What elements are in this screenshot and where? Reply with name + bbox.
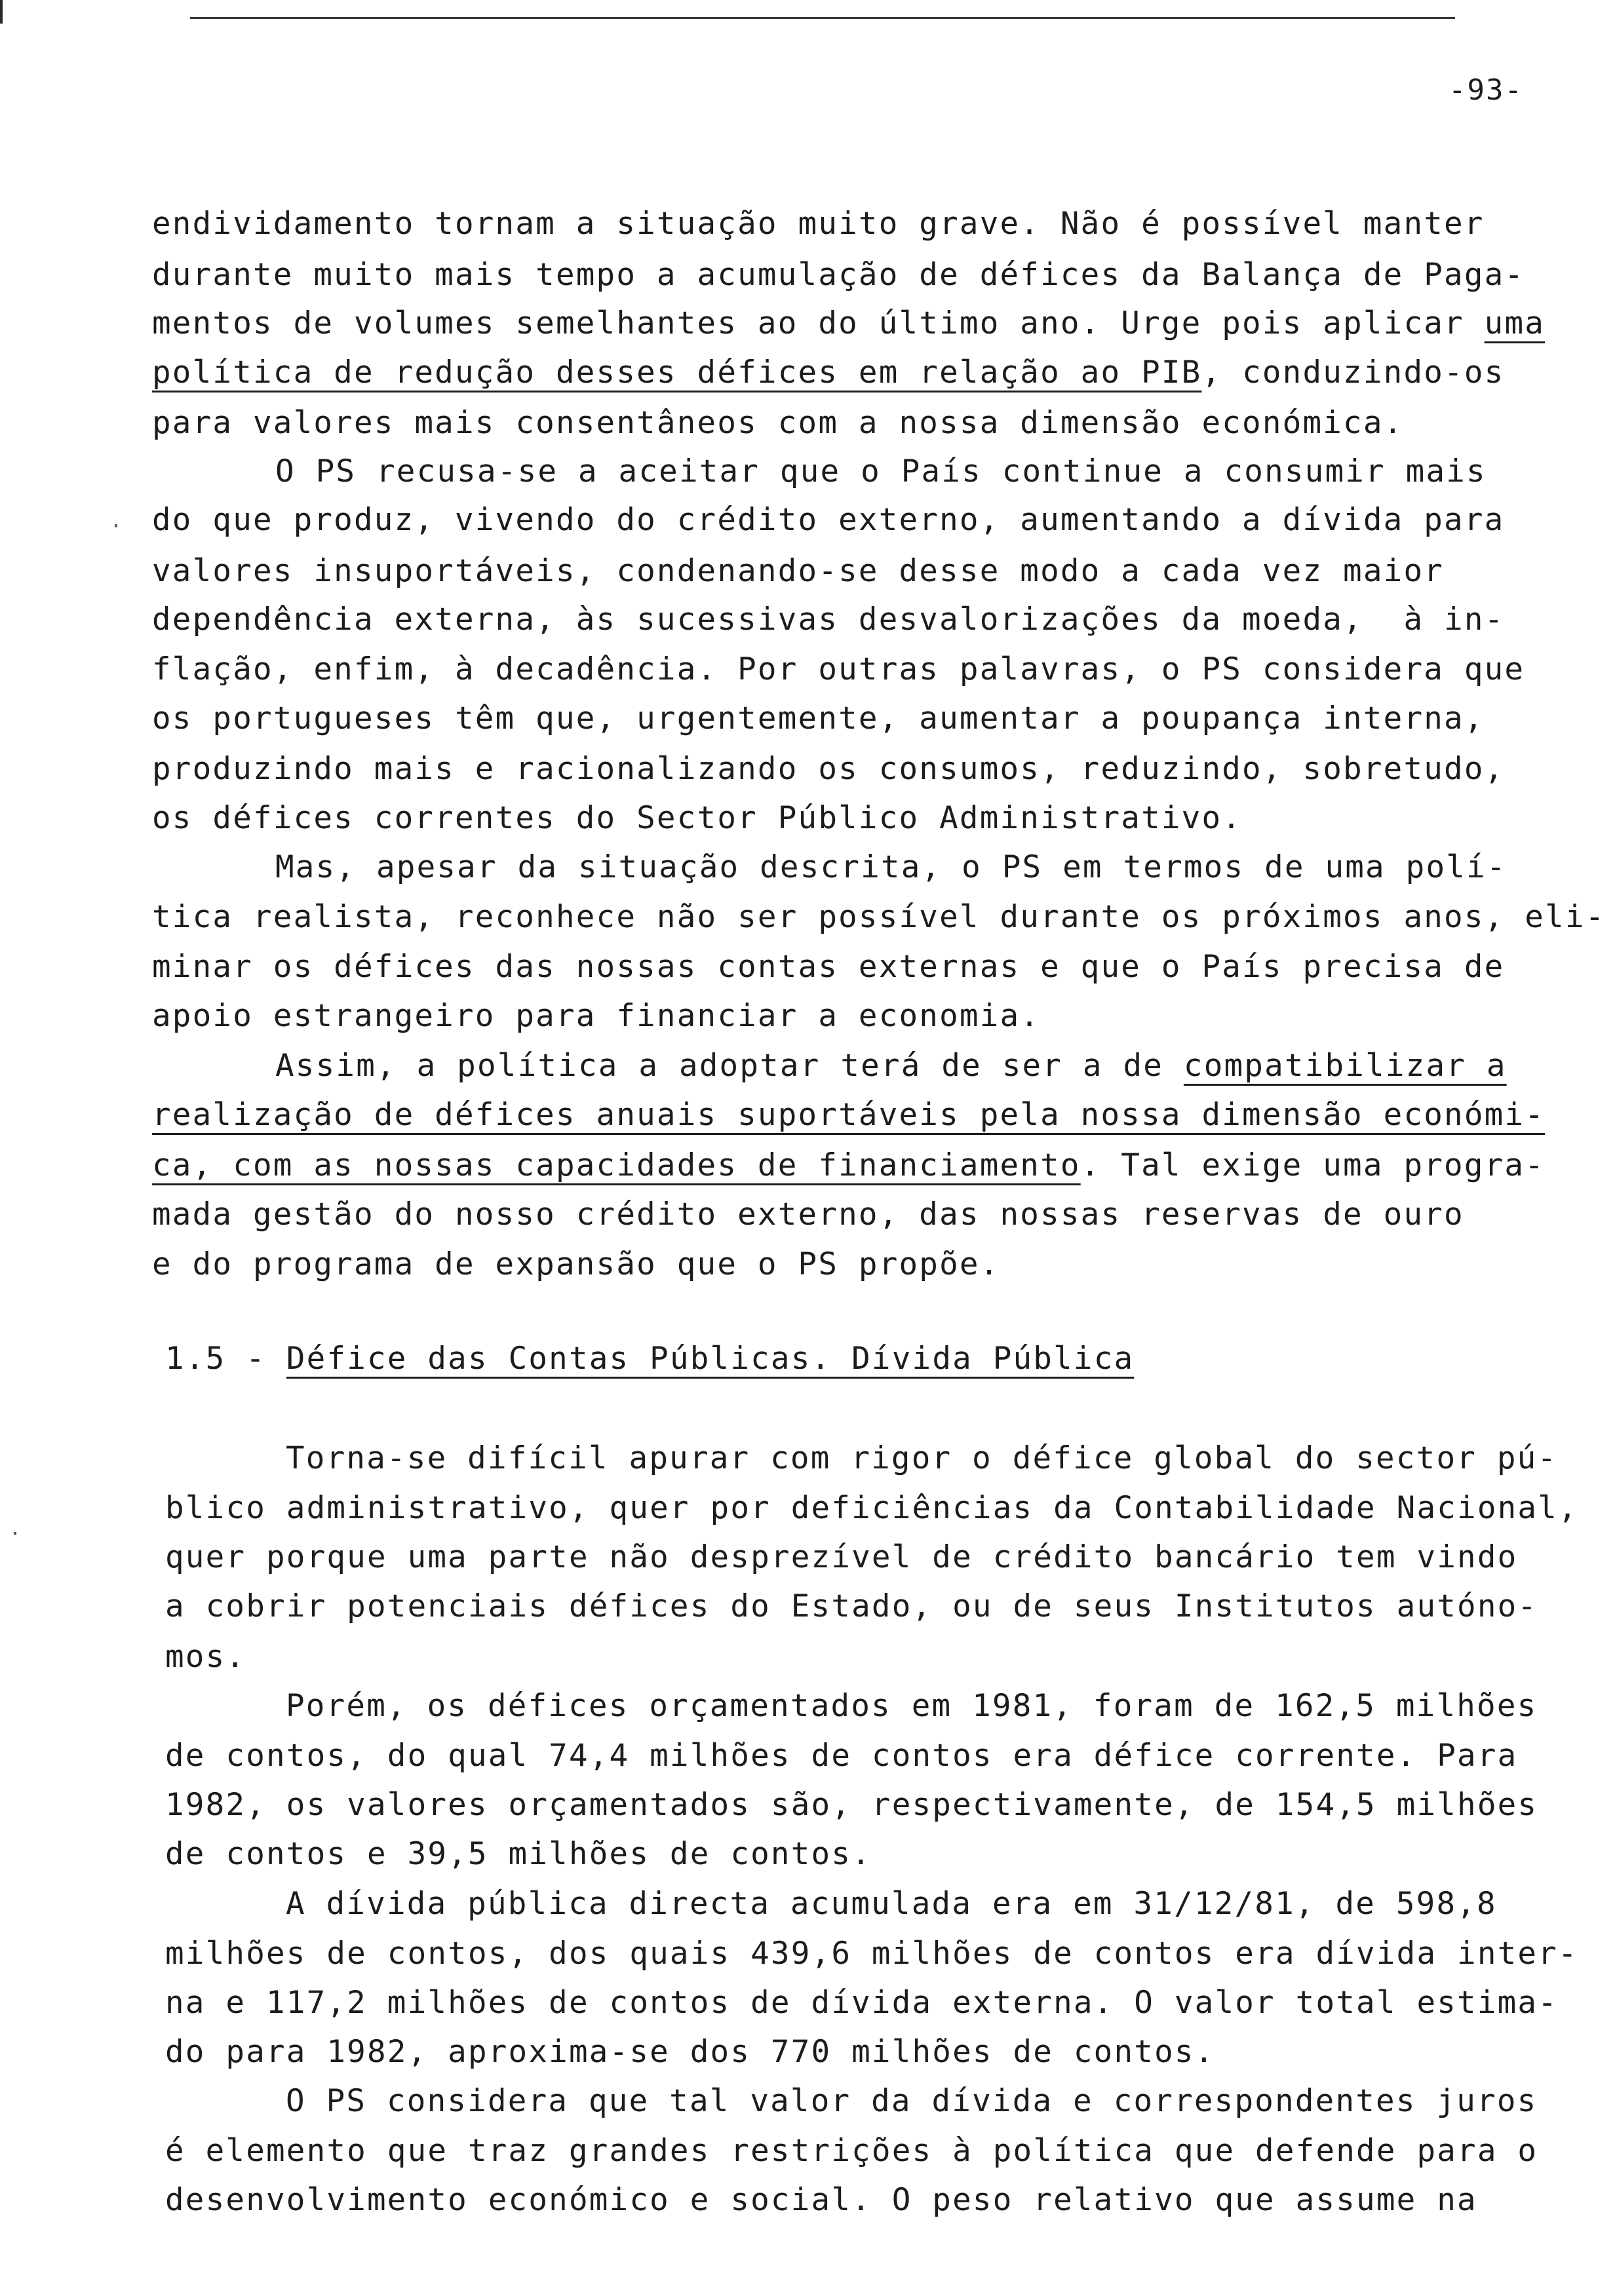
text-segment: de contos e 39,5 milhões de contos.	[165, 1836, 872, 1872]
stray-mark: ·	[9, 1523, 22, 1546]
text-line	[286, 1440, 1558, 1476]
text-line	[165, 1490, 1578, 1526]
text-segment: os défices correntes do Sector Público Administrativo.	[152, 800, 1243, 836]
text-line	[165, 1588, 1538, 1624]
text-segment: na e 117,2 milhões de contos de dívida externa. O valor total estima-	[165, 1985, 1559, 2021]
text-segment: , conduzindo-os	[1201, 354, 1505, 391]
text-line	[165, 2182, 1477, 2218]
text-segment: produzindo mais e racionalizando os consumos, reduzindo, sobretudo,	[152, 751, 1505, 787]
text-segment: apoio estrangeiro para financiar a economia.	[152, 998, 1041, 1034]
text-segment: minar os défices das nossas contas externas e que o País precisa de	[152, 949, 1505, 985]
section-title: Défice das Contas Públicas. Dívida Pública	[286, 1341, 1135, 1377]
text-line	[152, 305, 1546, 341]
text-line	[286, 1888, 1497, 1920]
text-line	[152, 899, 1606, 935]
text-segment: Torna-se difícil apurar com rigor o défice global do sector pú-	[286, 1440, 1558, 1476]
underlined-text: realização de défices anuais suportáveis pela nossa dimensão económi-	[152, 1097, 1546, 1133]
text-segment: Mas, apesar da situação descrita, o PS em termos de uma polí-	[275, 849, 1507, 885]
text-line	[152, 604, 1504, 636]
text-line	[152, 1147, 1546, 1183]
text-line	[152, 1097, 1546, 1133]
text-segment: os portugueses têm que, urgentemente, aumentar a poupança interna,	[152, 700, 1485, 737]
page-number: -93-	[1449, 73, 1523, 107]
text-line	[286, 2083, 1538, 2119]
text-segment: dependência externa, às sucessivas desvalorizações da moeda, à in-	[152, 602, 1505, 638]
section-number: 1.5 -	[165, 1341, 286, 1377]
underlined-text: política de redução desses défices em relação ao PIB	[152, 354, 1202, 391]
text-line	[275, 1050, 1507, 1082]
text-line	[165, 1938, 1578, 1970]
text-segment: 1982, os valores orçamentados são, respectivamente, de 154,5 milhões	[165, 1787, 1538, 1823]
text-segment: valores insuportáveis, condenando-se desse modo a cada vez maior	[152, 553, 1445, 589]
text-segment: O PS recusa-se a aceitar que o País continue a consumir mais	[275, 453, 1487, 489]
underlined-text: uma	[1484, 305, 1546, 341]
text-line	[152, 208, 1485, 240]
text-segment: Porém, os défices orçamentados em 1981, foram de 162,5 milhões	[286, 1688, 1538, 1724]
text-segment: e do programa de expansão que o PS propõe.	[152, 1246, 1000, 1282]
text-segment: endividamento tornam a situação muito grave. Não é possível manter	[152, 206, 1485, 242]
text-line	[165, 1641, 246, 1673]
underlined-text: compatibilizar a	[1183, 1048, 1507, 1084]
text-segment: A dívida pública directa acumulada era em 31/12/81, de 598,8	[286, 1886, 1497, 1922]
text-line	[152, 700, 1485, 737]
text-line	[152, 405, 1404, 441]
text-line	[152, 1196, 1464, 1233]
text-line	[165, 1740, 1517, 1772]
text-line	[165, 1987, 1558, 2019]
text-line	[165, 1789, 1538, 1821]
text-line	[165, 1539, 1518, 1575]
text-line	[152, 1246, 1000, 1282]
text-segment: de contos, do qual 74,4 milhões de contos era défice corrente. Para	[165, 1738, 1518, 1774]
text-segment: Assim, a política a adoptar terá de ser a de	[275, 1048, 1184, 1084]
text-line	[152, 951, 1504, 983]
section-heading	[165, 1343, 1134, 1375]
text-segment: do que produz, vivendo do crédito externo, aumentando a dívida para	[152, 502, 1505, 538]
text-segment: tica realista, reconhece não ser possível durante os próximos anos, eli-	[152, 899, 1606, 935]
text-line	[165, 2034, 1215, 2070]
text-line	[165, 1836, 872, 1872]
text-segment: a cobrir potenciais défices do Estado, ou de seus Institutos autóno-	[165, 1588, 1538, 1624]
text-segment: blico administrativo, quer por deficiências da Contabilidade Nacional,	[165, 1490, 1578, 1526]
top-rule	[190, 17, 1455, 19]
underlined-text: ca, com as nossas capacidades de financiamento	[152, 1147, 1081, 1183]
text-line	[286, 1688, 1538, 1724]
text-segment: milhões de contos, dos quais 439,6 milhões de contos era dívida inter-	[165, 1936, 1578, 1972]
text-line	[275, 849, 1507, 885]
text-segment: quer porque uma parte não desprezível de crédito bancário tem vindo	[165, 1539, 1518, 1575]
text-line	[152, 553, 1445, 589]
text-line	[152, 502, 1505, 538]
text-line	[152, 998, 1041, 1034]
text-segment: mada gestão do nosso crédito externo, das nossas reservas de ouro	[152, 1196, 1464, 1233]
text-segment: desenvolvimento económico e social. O peso relativo que assume na	[165, 2182, 1477, 2218]
text-line	[152, 354, 1505, 391]
text-segment: mentos de volumes semelhantes ao do último ano. Urge pois aplicar	[152, 305, 1485, 341]
text-segment: durante muito mais tempo a acumulação de défices da Balança de Paga-	[152, 257, 1525, 293]
text-segment: mos.	[165, 1639, 246, 1675]
scan-edge-mark	[0, 0, 3, 24]
text-segment: é elemento que traz grandes restrições à política que defende para o	[165, 2133, 1538, 2169]
text-segment: flação, enfim, à decadência. Por outras palavras, o PS considera que	[152, 651, 1525, 687]
text-segment: do para 1982, aproxima-se dos 770 milhões de contos.	[165, 2034, 1215, 2070]
text-line	[165, 2135, 1538, 2167]
text-segment: O PS considera que tal valor da dívida e correspondentes juros	[286, 2083, 1538, 2119]
stray-mark: ·	[110, 515, 123, 538]
text-segment: . Tal exige uma progra-	[1080, 1147, 1546, 1183]
text-line	[152, 651, 1525, 687]
text-line	[152, 259, 1525, 291]
text-line	[152, 800, 1243, 836]
text-line	[275, 453, 1487, 489]
text-segment: para valores mais consentâneos com a nossa dimensão económica.	[152, 405, 1404, 441]
text-line	[152, 751, 1505, 787]
